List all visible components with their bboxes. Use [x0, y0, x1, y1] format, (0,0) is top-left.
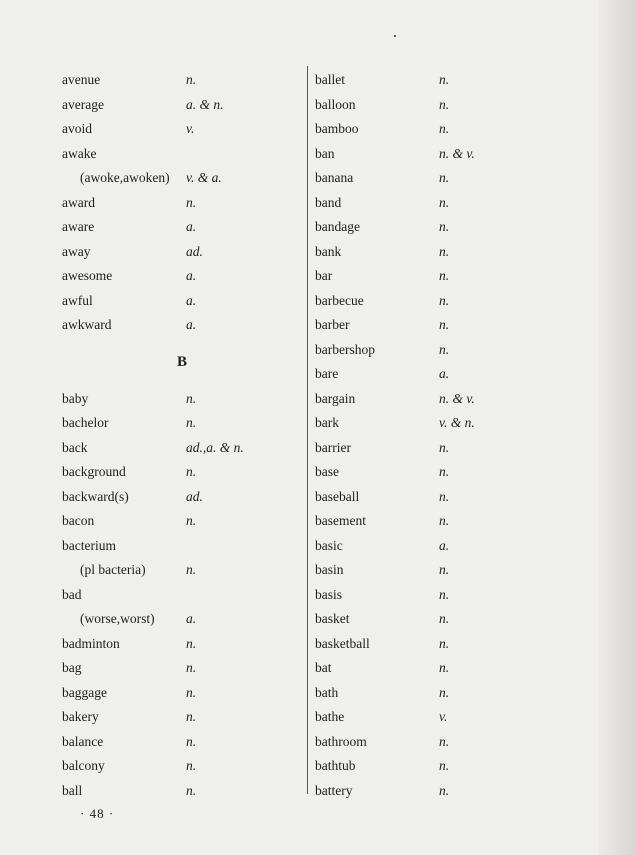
- entry-word: bag: [62, 660, 82, 675]
- dictionary-entry: [62, 117, 302, 142]
- entry-word: avoid: [62, 121, 92, 136]
- entry-word: band: [315, 194, 342, 210]
- entry-word: bandage: [315, 219, 360, 234]
- entry-part-of-speech: a.: [186, 268, 197, 283]
- entry-part-of-speech: v. & n.: [439, 415, 475, 430]
- page-number: · 48 ·: [80, 806, 115, 821]
- entry-word: baggage: [62, 684, 107, 700]
- dictionary-entry: [62, 583, 302, 608]
- entry-part-of-speech: n.: [186, 562, 197, 577]
- entry-part-of-speech: n.: [186, 513, 197, 528]
- entry-word: baby: [62, 390, 89, 406]
- entry-word: barrier: [315, 439, 351, 455]
- dictionary-entry: [62, 485, 302, 510]
- dictionary-entry: [315, 436, 555, 461]
- entry-word: battery: [315, 782, 353, 798]
- entry-part-of-speech: n.: [439, 611, 450, 626]
- entry-word: background: [62, 464, 126, 479]
- entry-part-of-speech: ad.,a. & n.: [186, 439, 244, 455]
- entry-word: avenue: [62, 72, 101, 87]
- dictionary-entry: [315, 289, 555, 314]
- entry-part-of-speech: a.: [186, 611, 197, 626]
- dictionary-entry: [62, 779, 302, 804]
- entry-word: award: [62, 194, 95, 210]
- entry-word: ballet: [315, 72, 345, 87]
- entry-word: bachelor: [62, 415, 109, 430]
- entry-word: baseball: [315, 488, 360, 504]
- entry-word: back: [62, 439, 88, 455]
- dictionary-entry: [315, 534, 555, 559]
- dictionary-entry: [315, 730, 555, 755]
- entry-part-of-speech: n.: [439, 292, 450, 308]
- entry-word: bakery: [62, 709, 99, 724]
- dictionary-entry: [315, 191, 555, 216]
- dictionary-entry: [62, 730, 302, 755]
- dictionary-entry: [62, 68, 302, 93]
- entry-part-of-speech: n.: [439, 488, 450, 504]
- dictionary-entry: [62, 313, 302, 338]
- entry-word: awkward: [62, 317, 112, 332]
- entry-part-of-speech: n.: [439, 464, 450, 479]
- entry-part-of-speech: n.: [186, 660, 197, 675]
- entry-part-of-speech: n.: [439, 586, 450, 602]
- dictionary-entry: [315, 558, 555, 583]
- dictionary-entry: [315, 779, 555, 804]
- entry-word: bacon: [62, 513, 95, 528]
- dictionary-entry: [62, 607, 302, 632]
- dictionary-entry: [315, 264, 555, 289]
- dictionary-entry: [315, 240, 555, 265]
- entry-part-of-speech: a. & n.: [186, 96, 224, 112]
- entry-word: bargain: [315, 390, 356, 406]
- entry-part-of-speech: n.: [186, 635, 197, 651]
- dictionary-entry: [62, 93, 302, 118]
- entry-part-of-speech: n. & v.: [439, 390, 475, 406]
- entry-part-of-speech: n.: [439, 635, 450, 651]
- entry-word: barbershop: [315, 341, 375, 357]
- dictionary-entry: [315, 142, 555, 167]
- entry-word: (pl bacteria): [80, 562, 146, 577]
- dictionary-entry: [62, 509, 302, 534]
- dictionary-entry: [315, 411, 555, 436]
- entry-part-of-speech: n.: [186, 194, 197, 210]
- entry-word: bad: [62, 586, 82, 602]
- entry-part-of-speech: n.: [186, 72, 197, 87]
- entry-word: average: [62, 96, 104, 112]
- entry-part-of-speech: n.: [439, 317, 450, 332]
- entry-part-of-speech: v.: [186, 121, 195, 136]
- dictionary-entry: [62, 558, 302, 583]
- right-entries: [315, 68, 555, 803]
- entry-part-of-speech: n.: [439, 96, 450, 112]
- entry-word: awake: [62, 145, 97, 161]
- entry-part-of-speech: n.: [186, 415, 197, 430]
- entry-word: basin: [315, 562, 344, 577]
- entry-part-of-speech: a.: [186, 292, 197, 308]
- entry-word: bathe: [315, 709, 345, 724]
- dictionary-entry: [315, 93, 555, 118]
- entry-part-of-speech: n.: [439, 341, 450, 357]
- entry-word: bathroom: [315, 733, 367, 749]
- entry-part-of-speech: n.: [186, 464, 197, 479]
- entry-part-of-speech: n.: [186, 709, 197, 724]
- entry-word: aware: [62, 219, 95, 234]
- dictionary-entry: [62, 166, 302, 191]
- dictionary-entry: [62, 656, 302, 681]
- dictionary-entry: [62, 681, 302, 706]
- entry-part-of-speech: n.: [439, 170, 450, 185]
- left-entries-b: [62, 387, 302, 804]
- entry-part-of-speech: a.: [439, 366, 450, 381]
- entry-word: basic: [315, 537, 343, 553]
- entry-word: bamboo: [315, 121, 359, 136]
- entry-part-of-speech: n.: [439, 562, 450, 577]
- dictionary-entry: [62, 705, 302, 730]
- entry-word: bath: [315, 684, 339, 700]
- dictionary-entry: [62, 240, 302, 265]
- left-column: [62, 68, 302, 803]
- dictionary-entry: [62, 411, 302, 436]
- entry-part-of-speech: n.: [439, 660, 450, 675]
- dictionary-entry: [315, 681, 555, 706]
- entry-part-of-speech: n.: [439, 243, 450, 259]
- entry-word: balcony: [62, 758, 105, 773]
- entry-part-of-speech: n.: [186, 733, 197, 749]
- speck: [394, 35, 396, 37]
- entry-part-of-speech: n.: [439, 439, 450, 455]
- dictionary-entry: [62, 534, 302, 559]
- entry-part-of-speech: n.: [439, 733, 450, 749]
- entry-part-of-speech: n.: [439, 194, 450, 210]
- dictionary-entry: [62, 264, 302, 289]
- dictionary-entry: [62, 436, 302, 461]
- entry-part-of-speech: n.: [439, 684, 450, 700]
- dictionary-entry: [315, 215, 555, 240]
- entry-word: bark: [315, 415, 339, 430]
- dictionary-entry: [62, 289, 302, 314]
- entry-part-of-speech: a.: [186, 219, 197, 234]
- entry-part-of-speech: n. & v.: [439, 145, 475, 161]
- dictionary-entry: [315, 387, 555, 412]
- dictionary-entry: [315, 166, 555, 191]
- entry-word: backward(s): [62, 488, 129, 504]
- entry-word: ban: [315, 145, 335, 161]
- dictionary-entry: [315, 754, 555, 779]
- dictionary-entry: [315, 485, 555, 510]
- entry-part-of-speech: a.: [186, 317, 197, 332]
- entry-part-of-speech: n.: [186, 390, 197, 406]
- dictionary-entry: [62, 215, 302, 240]
- page-edge-shadow: [598, 0, 636, 855]
- entry-word: bar: [315, 268, 333, 283]
- entry-part-of-speech: ad.: [186, 488, 203, 504]
- entry-part-of-speech: n.: [439, 219, 450, 234]
- entry-word: awful: [62, 292, 93, 308]
- dictionary-entry: [315, 705, 555, 730]
- entry-word: banana: [315, 170, 354, 185]
- entry-part-of-speech: n.: [439, 268, 450, 283]
- dictionary-entry: [315, 313, 555, 338]
- entry-word: basement: [315, 513, 366, 528]
- dictionary-entry: [62, 460, 302, 485]
- entry-word: badminton: [62, 635, 120, 651]
- entry-word: basis: [315, 586, 342, 602]
- entry-part-of-speech: n.: [186, 684, 197, 700]
- dictionary-entry: [62, 191, 302, 216]
- entry-part-of-speech: n.: [439, 72, 450, 87]
- entry-word: bank: [315, 243, 342, 259]
- entry-part-of-speech: n.: [439, 513, 450, 528]
- entry-word: bacterium: [62, 537, 116, 553]
- dictionary-entry: [315, 656, 555, 681]
- dictionary-entry: [62, 142, 302, 167]
- entry-part-of-speech: n.: [439, 121, 450, 136]
- entry-word: barber: [315, 317, 350, 332]
- dictionary-entry: [315, 362, 555, 387]
- entry-word: barbecue: [315, 292, 364, 308]
- dictionary-entry: [315, 509, 555, 534]
- entry-part-of-speech: v. & a.: [186, 170, 222, 185]
- section-heading: B: [176, 353, 187, 370]
- dictionary-entry: [315, 68, 555, 93]
- right-column: [315, 68, 555, 803]
- entry-part-of-speech: a.: [439, 537, 450, 553]
- entry-word: basketball: [315, 635, 370, 651]
- entry-word: balance: [62, 733, 104, 749]
- dictionary-entry: [62, 387, 302, 412]
- dictionary-entry: [315, 117, 555, 142]
- column-divider: [307, 66, 308, 794]
- dictionary-entry: [62, 632, 302, 657]
- entry-part-of-speech: n.: [439, 782, 450, 798]
- entry-part-of-speech: n.: [439, 758, 450, 773]
- dictionary-entry: [315, 607, 555, 632]
- entry-part-of-speech: n.: [186, 758, 197, 773]
- entry-word: basket: [315, 611, 350, 626]
- entry-word: base: [315, 464, 339, 479]
- entry-word: bat: [315, 660, 332, 675]
- entry-word: (worse,worst): [80, 611, 155, 626]
- entry-part-of-speech: ad.: [186, 243, 203, 259]
- entry-word: ball: [62, 782, 83, 798]
- entry-word: bare: [315, 366, 339, 381]
- entry-word: balloon: [315, 96, 356, 112]
- left-entries-a: [62, 68, 302, 338]
- dictionary-entry: [62, 754, 302, 779]
- entry-word: away: [62, 243, 91, 259]
- entry-part-of-speech: v.: [439, 709, 448, 724]
- dictionary-entry: [315, 583, 555, 608]
- entry-word: awesome: [62, 268, 113, 283]
- dictionary-entry: [315, 460, 555, 485]
- dictionary-entry: [315, 338, 555, 363]
- entry-part-of-speech: n.: [186, 782, 197, 798]
- entry-word: bathtub: [315, 758, 356, 773]
- dictionary-entry: [315, 632, 555, 657]
- entry-word: (awoke,awoken): [80, 170, 170, 185]
